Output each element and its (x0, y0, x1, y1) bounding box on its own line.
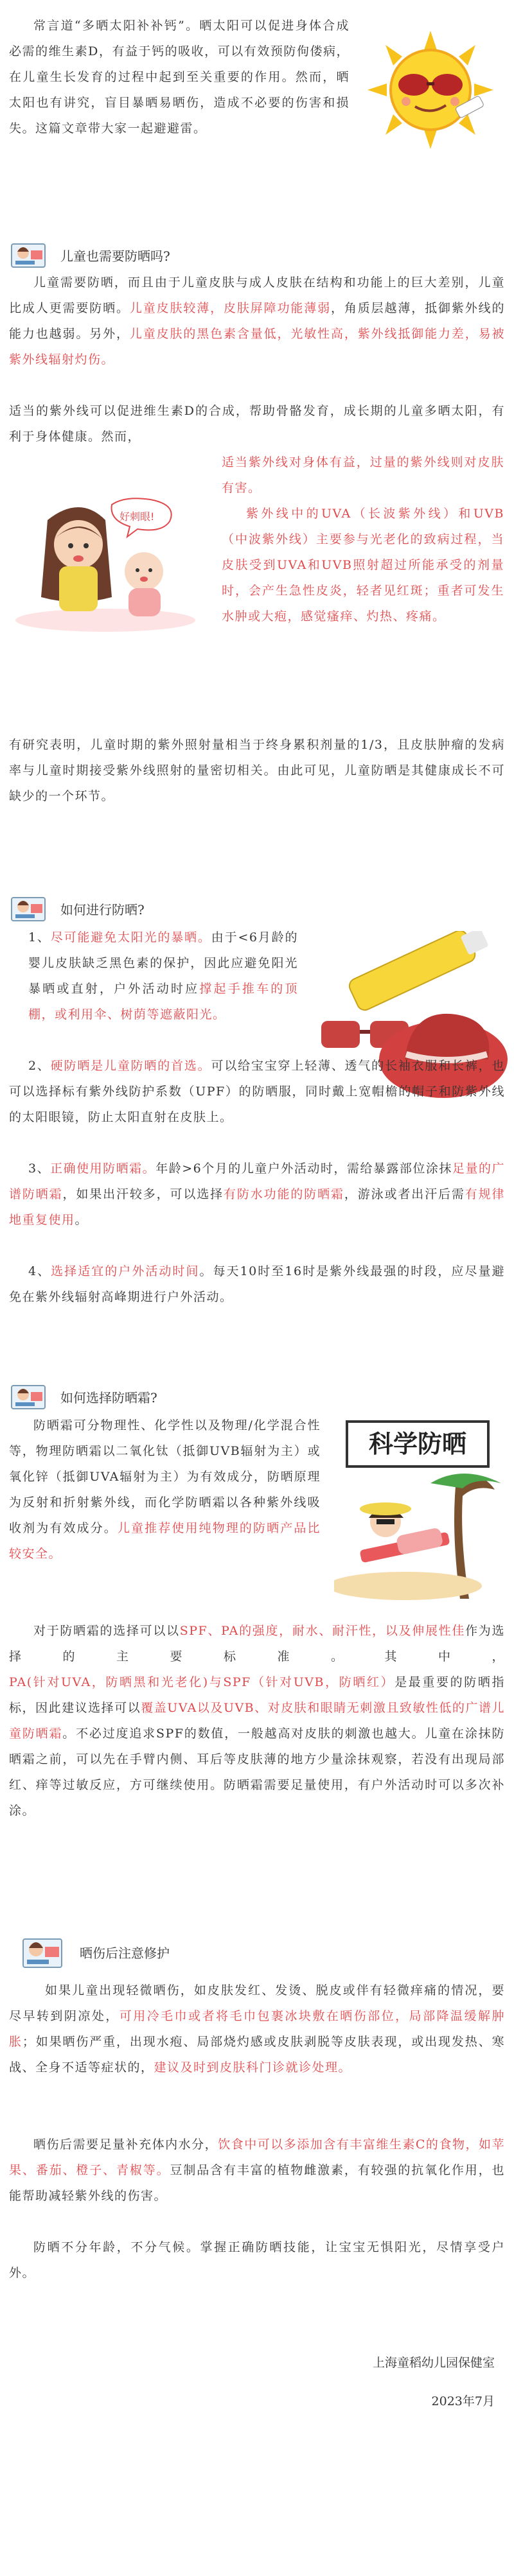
baby-figure (125, 552, 163, 616)
signature-organization: 上海童稻幼儿园保健室 (372, 2356, 495, 2370)
section-heading-need-sunscreen: 儿童也需要防晒吗? (9, 239, 170, 271)
protect-item-4: 4、选择适宜的户外活动时间。每天10时至16时是紫外线最强的时段，应尽量避免在紫外线辐射高峰期进行户外活动。 (9, 1264, 505, 1304)
section4-paragraph-2: 晒伤后需要足量补充体内水分，饮食中可以多添加含有丰富维生素C的食物，如苹果、番茄、橙子、青椒等。豆制品含有丰富的植物雌激素，有较强的抗氧化作用，也能帮助减轻紫外线的伤害。 (9, 2137, 505, 2203)
section3-paragraph-1: 防晒霜可分物理性、化学性以及物理/化学混合性等，物理防晒霜以二氧化钛（抵御UVB辐射为主）或氧化锌（抵御UVA辐射为主）为有效成分，防晒原理为反射和折射紫外线，而化学防晒霜以各种紫外线吸收剂为有效成分。儿童推荐使用纯物理的防晒产品比较安全。 (9, 1418, 321, 1561)
sun-with-sunglasses-illustration (360, 26, 501, 154)
signature-date: 2023年7月 (431, 2394, 495, 2408)
section1-paragraph-2a: 适当的紫外线可以促进维生素D的合成，帮助骨骼发育，成长期的儿童多晒太阳，有利于身体健康。然而， (9, 404, 505, 444)
section1-paragraph-4: 有研究表明，儿童时期的紫外照射量相当于终身累积剂量的1/3，且皮肤肿瘤的发病率与儿童时期接受紫外线照射的量密切相关。由此可见，儿童防晒是其健康成长不可缺少的一个环节。 (9, 738, 505, 803)
child-reading-icon (9, 1380, 51, 1413)
section3-paragraph-2: 对于防晒霜的选择可以以SPF、PA的强度，耐水、耐汗性，以及伸展性佳作为选择的主要标准。其中，PA(针对UVA，防晒黑和光老化)与SPF（针对UVB，防晒红）是最重要的防晒指标，因此建议选择可以覆盖UVA以及UVB、对皮肤和眼睛无刺激且致敏性低的广谱儿童防晒霜。不必过度追求SPF的数值，一般越高对皮肤的刺激也越大。儿童在涂抹防晒霜之前，可以先在手臂内侧、耳后等皮肤薄的地方少量涂抹观察，若没有出现局部红、痒等过敏反应，方可继续使用。防晒霜需要足量使用，有户外活动时可以多次补涂。 (9, 1624, 505, 1818)
section1-paragraph-3: 紫外线中的UVA（长波紫外线）和UVB（中波紫外线）主要参与光老化的致病过程，当皮肤受到UVA和UVB照射超过所能承受的剂量时，会产生急性皮炎，轻者见红斑；重者可发生水肿或大疱，感觉瘙痒、灼热、疼痛。 (222, 507, 504, 623)
svg-text:好刺眼!: 好刺眼! (120, 510, 155, 523)
child-reading-icon (9, 239, 51, 271)
intro-paragraph: 常言道“多晒太阳补补钙”。晒太阳可以促进身体合成必需的维生素D，有益于钙的吸收，可以有效预防佝偻病，在儿童生长发育的过程中起到至关重要的作用。然而，晒太阳也有讲究，盲目暴晒易晒伤，造成不必要的伤害和损失。这篇文章带大家一起避避雷。 (9, 19, 350, 135)
protect-item-3: 3、正确使用防晒霜。年龄>6个月的儿童户外活动时，需给暴露部位涂抹足量的广谱防晒霜，如果出汗较多，可以选择有防水功能的防晒霜，游泳或者出汗后需有规律地重复使用。 (9, 1162, 505, 1227)
mother-and-baby-illustration (9, 494, 208, 636)
section-heading-sunburn-care: 晒伤后注意修护 (19, 1933, 170, 1971)
protect-item-2: 2、硬防晒是儿童防晒的首选。可以给宝宝穿上轻薄、透气的长袖衣服和长裤，也可以选择标有紫外线防护系数（UPF）的防晒服，同时戴上宽帽檐的帽子和防紫外线的太阳眼镜，防止太阳直射在皮肤上。 (9, 1059, 505, 1124)
sunscreen-tube (347, 931, 492, 1013)
child-reading-icon (19, 1933, 71, 1971)
section4-paragraph-3: 防晒不分年龄，不分气候。掌握正确防晒技能，让宝宝无惧阳光，尽情享受户外。 (9, 2240, 505, 2280)
child-reading-icon (9, 892, 51, 925)
protect-item-1: 1、尽可能避免太阳光的暴晒。由于<6月龄的婴儿皮肤缺乏黑色素的保护，因此应避免阳光暴晒或直射，户外活动时应撑起手推车的顶棚，或利用伞、树荫等遮蔽阳光。 (28, 930, 298, 1022)
section-heading-how-to-protect: 如何进行防晒? (9, 892, 145, 925)
speech-bubble (112, 498, 172, 537)
science-sunscreen-beach-illustration (334, 1413, 508, 1605)
mother-figure (41, 507, 112, 611)
section4-paragraph-1: 如果儿童出现轻微晒伤，如皮肤发红、发烫、脱皮或伴有轻微痒痛的情况，要尽早转到阴凉处，可用冷毛巾或者将毛巾包裹冰块敷在晒伤部位，局部降温缓解肿胀；如果晒伤严重，出现水疱、局部烧灼感或皮肤剥脱等皮肤表现，或出现发热、寒战、全身不适等症状的，建议及时到皮肤科门诊就诊处理。 (9, 1983, 505, 2075)
section1-paragraph-2b: 适当紫外线对身体有益，过量的紫外线则对皮肤有害。 (222, 455, 504, 495)
section-heading-choose-sunscreen: 如何选择防晒霜? (9, 1380, 157, 1413)
science-sunscreen-badge: 科学防晒 (368, 1430, 467, 1458)
section1-paragraph-1: 儿童需要防晒，而且由于儿童皮肤与成人皮肤在结构和功能上的巨大差别，儿童比成人更需要防晒。儿童皮肤较薄，皮肤屏障功能薄弱，角质层越薄，抵御紫外线的能力也越弱。另外，儿童皮肤的黑色素含量低，光敏性高，紫外线抵御能力差，易被紫外线辐射灼伤。 (9, 275, 505, 367)
